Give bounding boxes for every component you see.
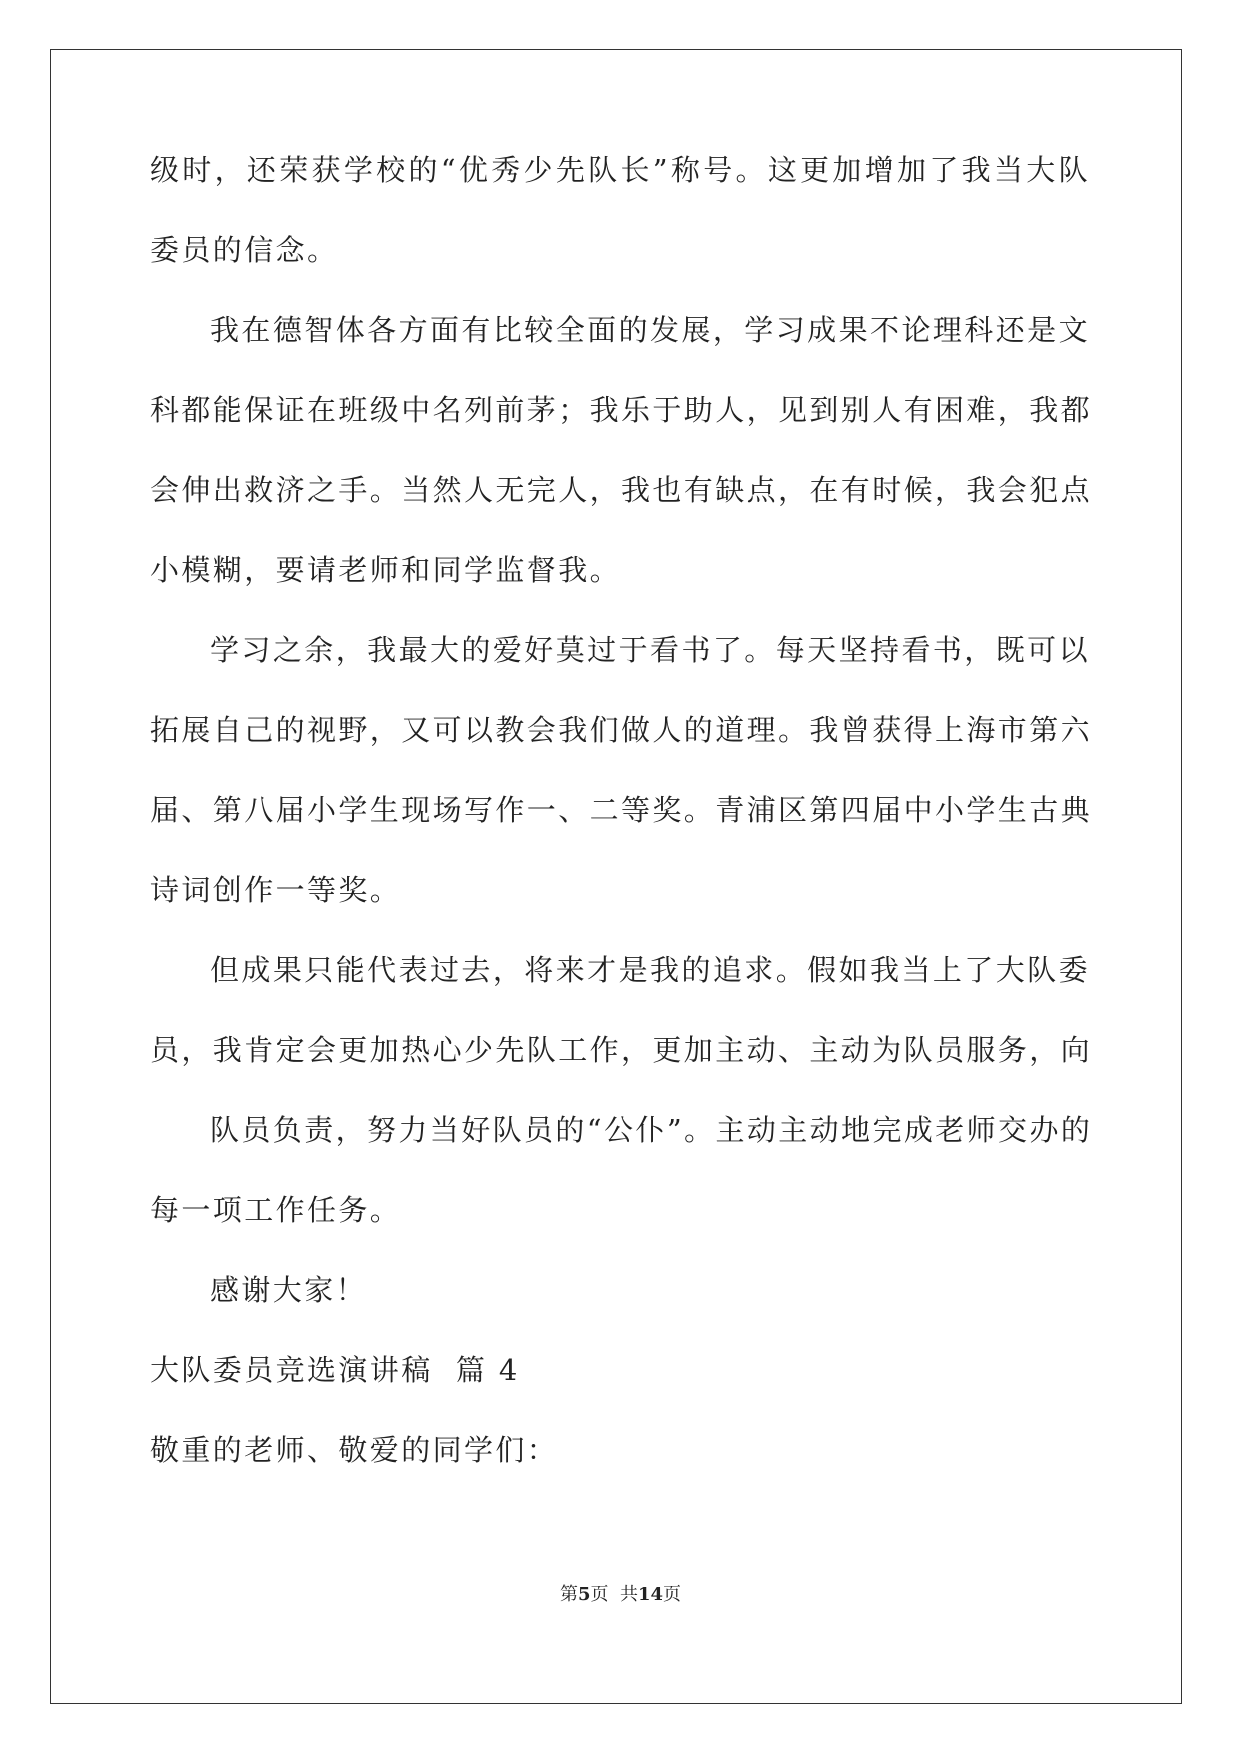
text-line: 我在德智体各方面有比较全面的发展，学习成果不论理科还是文 — [210, 313, 1090, 347]
page-number: 5 — [577, 1584, 591, 1605]
section-heading: 大队委员竞选演讲稿 篇 4 — [150, 1353, 520, 1387]
text-line: 学习之余，我最大的爱好莫过于看书了。每天坚持看书，既可以 — [210, 633, 1090, 667]
footer-suffix: 页 — [663, 1584, 682, 1605]
footer-mid: 页 共 — [590, 1584, 638, 1605]
text-line: 但成果只能代表过去，将来才是我的追求。假如我当上了大队委 — [210, 953, 1090, 987]
text-line: 会伸出救济之手。当然人无完人，我也有缺点，在有时候，我会犯点 — [150, 473, 1093, 507]
text-line: 委员的信念。 — [150, 233, 339, 267]
text-line: 员，我肯定会更加热心少先队工作，更加主动、主动为队员服务，向 — [150, 1033, 1093, 1067]
text-line: 感谢大家！ — [210, 1273, 368, 1307]
text-line: 队员负责，努力当好队员的“公仆”。主动主动地完成老师交办的 — [210, 1113, 1093, 1147]
salutation: 敬重的老师、敬爱的同学们： — [150, 1433, 559, 1467]
text-line: 每一项工作任务。 — [150, 1193, 402, 1227]
text-line: 科都能保证在班级中名列前茅；我乐于助人，见到别人有困难，我都 — [150, 393, 1093, 427]
footer-prefix: 第 — [559, 1584, 578, 1605]
text-line: 级时，还荣获学校的“优秀少先队长”称号。这更加增加了我当大队 — [150, 153, 1090, 187]
text-line: 诗词创作一等奖。 — [150, 873, 402, 907]
total-pages: 14 — [637, 1584, 664, 1605]
page-footer — [0, 1580, 1241, 1606]
text-line: 小模糊，要请老师和同学监督我。 — [150, 553, 622, 587]
document-body — [150, 130, 1093, 1490]
text-line: 届、第八届小学生现场写作一、二等奖。青浦区第四届中小学生古典 — [150, 793, 1093, 827]
text-line: 拓展自己的视野，又可以教会我们做人的道理。我曾获得上海市第六 — [150, 713, 1093, 747]
